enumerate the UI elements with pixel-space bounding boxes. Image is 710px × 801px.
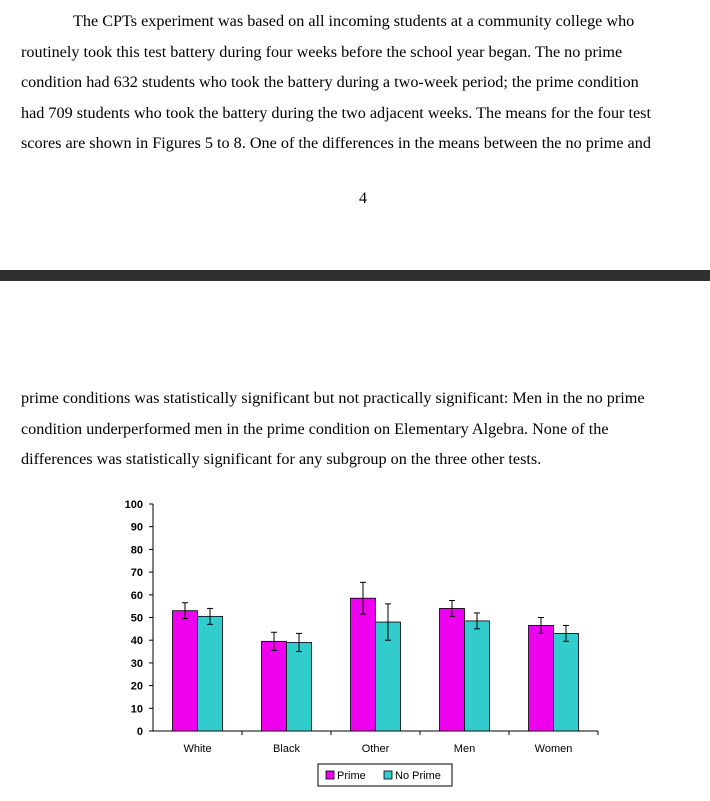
page-number: 4 <box>359 190 367 207</box>
paragraph-line: The CPTs experiment was based on all incoming students at a community college who <box>73 12 635 30</box>
y-tick-label: 70 <box>130 567 143 580</box>
paragraph-line: condition had 632 students who took the battery during a two-week period; the prime condition <box>21 73 639 92</box>
y-tick-label: 30 <box>130 657 143 670</box>
y-tick-label: 100 <box>124 499 143 511</box>
bar-prime <box>529 625 554 731</box>
chart-plot-area <box>125 499 598 786</box>
paragraph-line: prime conditions was statistically significant but not practically significant: Men in the no prime <box>21 389 645 407</box>
y-tick-label: 90 <box>130 521 143 534</box>
legend-label: Prime <box>337 770 366 782</box>
bar-prime <box>173 611 198 731</box>
paragraph-line: condition underperformed men in the prime condition on Elementary Algebra. None of the <box>21 419 609 438</box>
x-tick-label: Other <box>361 743 390 755</box>
paragraph-line: had 709 students who took the battery during the two adjacent weeks. The means for the four test <box>21 103 651 122</box>
y-tick-label: 0 <box>136 726 143 738</box>
y-tick-label: 20 <box>130 680 143 693</box>
paragraph-line: routinely took this test battery during four weeks before the school year began. The no prime <box>21 42 623 61</box>
bar-prime <box>262 641 287 731</box>
bar-no-prime <box>287 642 312 731</box>
x-tick-label: Women <box>534 743 573 755</box>
page-separator <box>0 270 710 281</box>
y-tick-label: 10 <box>130 703 143 716</box>
legend-swatch-prime <box>326 771 334 779</box>
paragraph-line: differences was statistically significant for any subgroup on the three other tests. <box>21 450 542 469</box>
y-tick-label: 60 <box>130 589 143 602</box>
x-tick-label: Black <box>273 743 300 755</box>
bar-no-prime <box>465 621 490 731</box>
paragraph-line: scores are shown in Figures 5 to 8. One of the differences in the means between the no prime and <box>21 134 651 153</box>
paragraph-page-4 <box>21 6 710 159</box>
bar-no-prime <box>554 633 579 731</box>
y-tick-label: 50 <box>130 612 143 625</box>
paragraph-page-5 <box>21 383 710 475</box>
x-tick-label: Men <box>453 743 476 755</box>
legend-swatch-no-prime <box>384 771 392 779</box>
bar-chart <box>0 490 710 795</box>
x-tick-label: White <box>183 743 212 755</box>
bar-no-prime <box>198 616 223 731</box>
bar-prime <box>440 608 465 731</box>
legend-label: No Prime <box>395 770 441 782</box>
y-tick-label: 80 <box>130 544 143 557</box>
bar-prime <box>351 598 376 731</box>
y-tick-label: 40 <box>130 635 143 648</box>
